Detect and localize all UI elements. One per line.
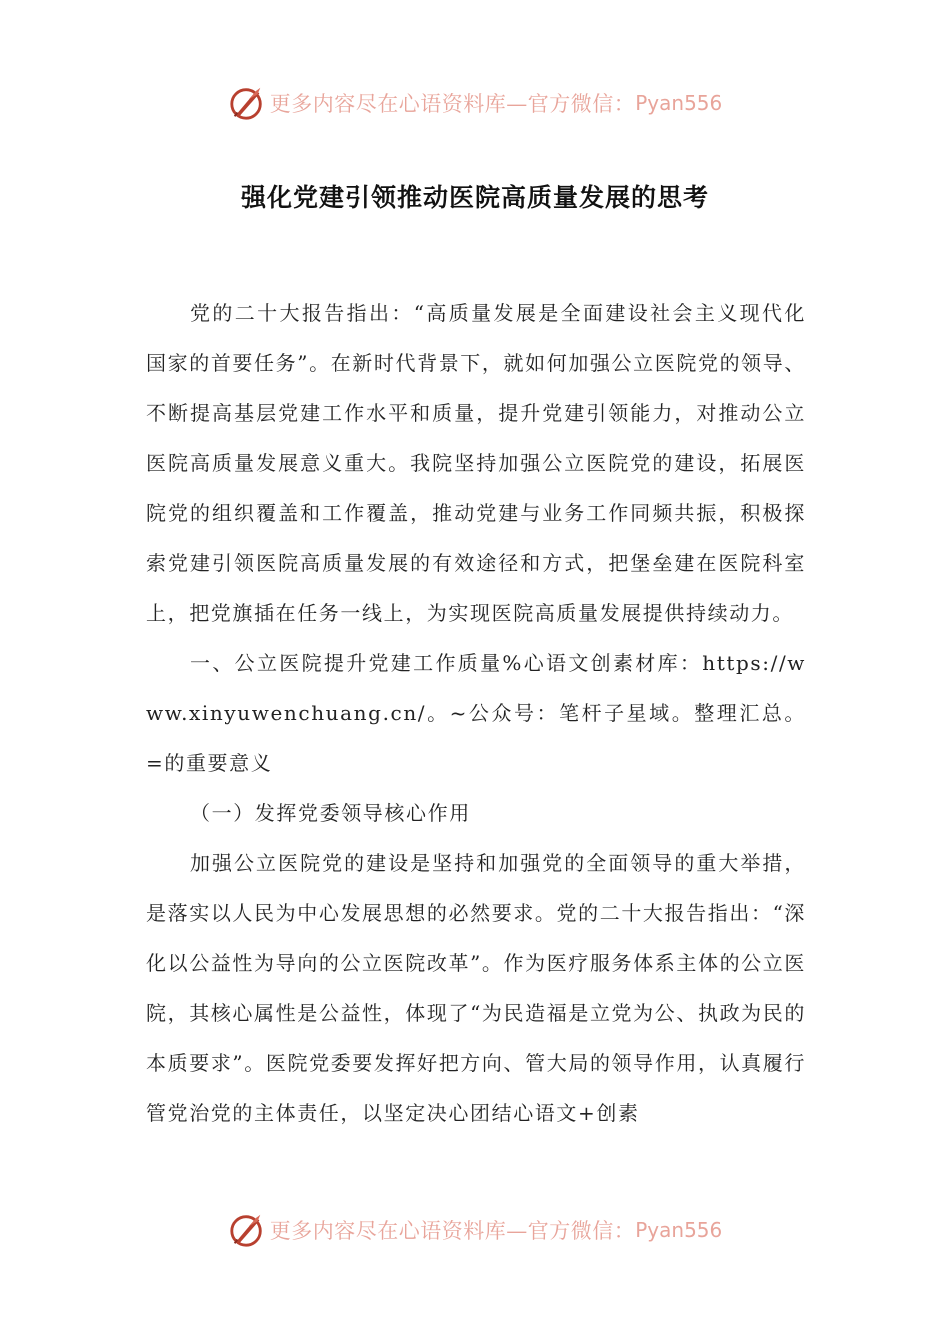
document-title: 强化党建引领推动医院高质量发展的思考 [240, 183, 709, 212]
quill-logo-icon [228, 1211, 266, 1249]
section-heading-1: 一、公立医院提升党建工作质量%心语文创素材库：https://www.xinyuwenchuang.cn/。~公众号：笔杆子星域。整理汇总。=的重要意义 [146, 651, 806, 775]
watermark-text: 更多内容尽在心语资料库—官方微信： [269, 1219, 636, 1243]
quill-logo-icon [228, 84, 266, 122]
watermark-id: Pyan556 [635, 1218, 723, 1242]
paragraph-intro: 党的二十大报告指出：“高质量发展是全面建设社会主义现代化国家的首要任务”。在新时代背景下，就如何加强公立医院党的领导、不断提高基层党建工作水平和质量，提升党建引领能力，对推动公立医院高质量发展意义重大。我院坚持加强公立医院党的建设，拓展医院党的组织覆盖和工作覆盖，推动党建与业务工作同频共振，积极探索党建引领医院高质量发展的有效途径和方式，把堡垒建在医院科室上，把党旗插在任务一线上，为实现医院高质量发展提供持续动力。 [146, 301, 806, 625]
footer-watermark [0, 1208, 950, 1252]
watermark-id: Pyan556 [635, 91, 723, 115]
paragraph-body-1: 加强公立医院党的建设是坚持和加强党的全面领导的重大举措，是落实以人民为中心发展思想的必然要求。党的二十大报告指出：“深化以公益性为导向的公立医院改革”。作为医疗服务体系主体的公立医院，其核心属性是公益性，体现了“为民造福是立党为公、执政为民的本质要求”。医院党委要发挥好把方向、管大局的领导作用，认真履行管党治党的主体责任，以坚定决心团结心语文+创素 [146, 851, 806, 1125]
subsection-heading-1: （一）发挥党委领导核心作用 [190, 801, 471, 825]
header-watermark [0, 81, 950, 125]
document-body [146, 288, 806, 1138]
watermark-text: 更多内容尽在心语资料库—官方微信： [269, 92, 636, 116]
